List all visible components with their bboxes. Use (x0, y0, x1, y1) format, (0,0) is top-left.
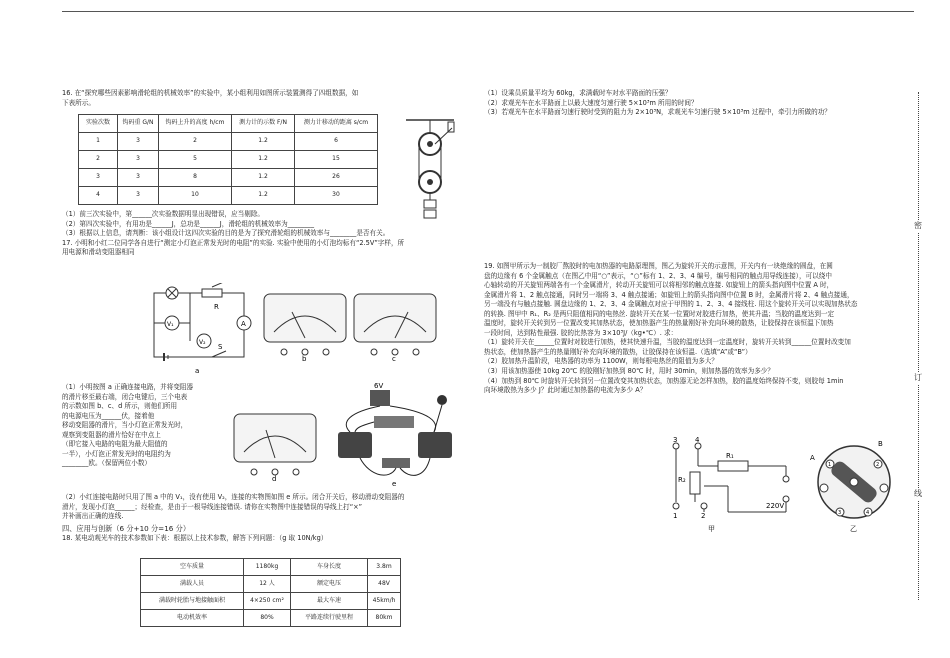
table-cell: 4 (79, 187, 118, 205)
table-cell: 1.2 (232, 151, 295, 169)
terminal-label: 3 (673, 436, 678, 444)
q18-questions (484, 89, 909, 118)
q18-question: （2）求观光车在水平路面上以最大速度匀速行驶 5×10³m 所用的时间？ (484, 98, 698, 107)
terminal-label: 2 (701, 512, 706, 520)
table-cell: 3.8m (368, 559, 401, 576)
binding-char-ding: 订 (911, 372, 925, 384)
table-cell: 48V (368, 576, 401, 593)
table-row (141, 610, 401, 627)
binding-char-mi: 密 (911, 220, 925, 232)
table-cell: 3 (79, 169, 118, 187)
caption-yi: 乙 (850, 525, 857, 533)
q17-sub1-line: （1）小明按图 a 正确连接电路，并将变阻器 (62, 383, 194, 391)
table-cell: 45km/h (368, 593, 401, 610)
table-cell: 3 (118, 187, 159, 205)
question-19 (484, 262, 909, 396)
q16-sub-2: （2）第四次实验中，有用功是______J，总功是______J，滑轮组的机械效率为________ (62, 219, 315, 228)
header-cell: 实验次数 (79, 115, 118, 133)
q17-sub-1 (62, 383, 232, 469)
caption-jia: 甲 (708, 525, 715, 533)
q17-sub1-line: 观察到变阻器的滑片恰好在中点上 (62, 430, 161, 439)
r1-label: R₁ (726, 452, 734, 460)
q19-line: 的转换. 图甲中 R₁、R₂ 是两只阻值相同的电热丝. 旋转开关在某一位置时对胶进行加热，使其升温；当胶的温度达到一定 (484, 309, 835, 318)
position-b-label: B (878, 440, 883, 448)
table-cell: 1.2 (232, 187, 295, 205)
q16-sub-1: （1）前三次实验中，第______次实验数据明显出现错误，应当剔除。 (62, 210, 265, 218)
terminal-label: 4 (695, 436, 700, 444)
q19-line: 热状态，使加热器产生的热量刚好补充向环境的散热，让胶保持在该恒温.（选填“A”或“B”） (484, 347, 752, 356)
table-header-row (79, 115, 378, 133)
q17-sub2-line: 并补画出正确的连线. (62, 512, 124, 521)
table-cell: 2 (159, 133, 232, 151)
q19-line: 19. 如图甲所示为一制胶厂熬胶时的电加热器的电路原理图，图乙为旋转开关的示意图，开关内有一块绝缘的圆盘，在圆 (484, 262, 833, 270)
fig-a-label: a (195, 367, 200, 375)
pulley-system-figure (402, 116, 458, 220)
circuit-diagram-a (140, 283, 260, 375)
header-cell: 钩码上升的高度 h/cm (159, 115, 232, 133)
header-cell: 钩码重 G/N (118, 115, 159, 133)
q17-sub1-line: 移动变阻器的滑片，当小灯泡正常发光时， (62, 421, 188, 430)
meter-b (262, 292, 348, 362)
table-cell: 3 (118, 169, 159, 187)
table-row (79, 187, 378, 205)
table-cell: 80km (368, 610, 401, 627)
q16-sub-3: （3）根据以上信息，请判断：该小组设计这四次实验的目的是为了探究滑轮组的机械效率与________是否有关。 (62, 229, 390, 238)
q19-line: （1）旋转开关在______位置时对胶进行加热，使其快速升温，当胶的温度达到一定温度时，旋转开关转到______位置时改变加 (484, 338, 851, 347)
meter-d (232, 412, 318, 482)
ammeter-label: A (241, 320, 246, 328)
q17-line-2: 用电源和滑动变阻器相同 (62, 248, 135, 257)
q19-line: 金属滑片将 1、2 触点接通，同时另一端将 3、4 触点接通；如旋钮上的箭头指向图中位置 B 时，金属滑片将 2、4 触点接通， (484, 290, 854, 299)
wiring-figure-e (330, 382, 458, 488)
binding-char-xian: 线 (911, 488, 925, 500)
q18-spec-table (140, 558, 401, 627)
table-cell: 10 (159, 187, 232, 205)
table-cell: 最大车速 (291, 593, 368, 610)
r2-label: R₂ (678, 476, 686, 484)
table-cell: 额定电压 (291, 576, 368, 593)
contact-label: 4 (866, 510, 870, 516)
table-row (79, 133, 378, 151)
table-cell: 车身长度 (291, 559, 368, 576)
table-cell: 1.2 (232, 169, 295, 187)
table-cell: 30 (295, 187, 378, 205)
q17-sub1-line: 一半），小灯泡正常发光时的电阻约为 (62, 449, 171, 458)
table-cell: 4×250 cm² (244, 593, 291, 610)
battery-label: 6V (374, 382, 384, 390)
fig-c-label: c (392, 355, 396, 362)
table-cell: 15 (295, 151, 378, 169)
table-cell: 6 (295, 133, 378, 151)
table-cell: 3 (118, 151, 159, 169)
binding-line (918, 92, 919, 600)
table-row (141, 593, 401, 610)
table-cell: 12 人 (244, 576, 291, 593)
q17-line-1: 17. 小明和小红二位同学各自进行“测定小灯泡正常发光时的电阻”的实验. 实验中使用的小灯泡均标有“2.5V”字样，所 (62, 238, 405, 247)
q17-sub1-line: 的滑片移至最右端，闭合电键后，三个电表 (62, 392, 188, 401)
q18-intro: 18. 某电动观光车的技术参数如下表：根据以上技术参数，解答下列问题：（g 取 10N/kg） (62, 534, 328, 543)
q17-sub2-line: （2）小红连接电路时只用了图 a 中的 V₁，没有使用 V₂，连接的实物图如图 e 所示。闭合开关后，移动滑动变阻器的 (62, 493, 405, 501)
table-cell: 1.2 (232, 133, 295, 151)
q17-sub1-line: 的示数如图 b、c、d 所示，则他们所用 (62, 402, 178, 411)
voltage-label: 220V (766, 502, 785, 510)
q19-line: （4）加热到 80℃ 时旋转开关转到另一位置改变其加热状态，加热器无论怎样加热，胶的温度始终保持不变，则胶每 1min (484, 376, 844, 385)
table-row (141, 559, 401, 576)
section-4-heading: 四、应用与创新（6 分+10 分=16 分） (62, 523, 191, 533)
table-cell: 1 (79, 133, 118, 151)
q19-line: 一段时间，达到粘性最强. 胶的比热容为 3×10³J/（kg•℃）. 求： (484, 328, 678, 337)
table-cell: 满载时轮胎与地接触面积 (141, 593, 244, 610)
terminal-label: 1 (673, 512, 678, 520)
q19-line: （2）胶加热升温阶段，电热器的功率为 1100W，则每根电热丝的阻值为多大？ (484, 357, 718, 366)
heater-circuit-jia (664, 436, 800, 534)
q17-sub2-line: 滑片，发现小灯泡______；经检查，是由于一根导线连接错误. 请你在实物图中连接错误的导线上打“×” (62, 502, 363, 511)
q18-question: （3）若观光车在水平路面匀速行驶时受到的阻力为 2×10³N，求观光车匀速行驶 5×10³m 过程中，牵引力所做的功？ (484, 108, 831, 117)
table-row (141, 576, 401, 593)
table-cell: 2 (79, 151, 118, 169)
contact-label: 3 (838, 510, 842, 516)
q19-line: 另一端没有与触点接触. 圆盘边缘的 1、2、3、4 金属触点对应于甲图的 1、2、3、4 接线柱. 用这个旋转开关可以实现加热状态 (484, 300, 858, 309)
voltmeter-v1-label: V₁ (167, 321, 174, 328)
meter-c (352, 292, 438, 362)
rotary-switch-yi (806, 436, 902, 534)
switch-label: S (218, 343, 223, 351)
q19-line: 心轴转动的开关旋钮两端各有一个金属滑片，转动开关旋钮可以将相邻的触点连接. 如旋钮上的箭头指向图中位置 A 时， (484, 281, 834, 290)
q18-question: （1）设乘员质量平均为 60kg，求满载时车对水平路面的压强？ (484, 89, 672, 97)
q17-sub1-line: （即它接入电路的电阻为最大阻值的 (62, 440, 168, 449)
table-cell: 空车质量 (141, 559, 244, 576)
q16-data-table (78, 114, 378, 205)
table-cell: 平路连续行驶里程 (291, 610, 368, 627)
header-cell: 测力计的示数 F/N (232, 115, 295, 133)
table-cell: 8 (159, 169, 232, 187)
table-cell: 1180kg (244, 559, 291, 576)
table-row (79, 169, 378, 187)
q17-sub1-line: ________欧。（保留两位小数） (62, 459, 152, 468)
q19-line: 盘的边缘有 6 个金属触点（在图乙中用“○”表示，“○”标有 1、2、3、4 编号，编号相同的触点用导线连接），可以绕中 (484, 271, 832, 280)
question-16 (62, 89, 472, 108)
q16-subquestions (62, 210, 482, 258)
table-cell: 5 (159, 151, 232, 169)
contact-label: 2 (876, 462, 880, 468)
fig-d-label: d (272, 475, 277, 482)
q19-line: 向环境散热为多少 J？此时通过加热器的电流为多少 A？ (484, 386, 647, 395)
q16-line-2: 下表所示。 (62, 98, 95, 107)
q19-line: （3）用该加热器使 10kg 20℃ 的胶刚好加热到 80℃ 时，用时 30min，则加热器的效率为多少？ (484, 367, 774, 376)
table-cell: 电动机效率 (141, 610, 244, 627)
table-cell: 满载人员 (141, 576, 244, 593)
fig-e-label: e (392, 480, 397, 488)
position-a-label: A (810, 454, 815, 462)
resistor-label: R (214, 303, 219, 311)
table-row (79, 151, 378, 169)
table-cell: 3 (118, 133, 159, 151)
top-rule (62, 11, 914, 12)
q19-line: 温度时，旋转开关转到另一位置改变其加热状态，使加热器产生的热量刚好补充向环境的散热，让胶保持在该恒温下加热 (484, 319, 834, 328)
q17-sub1-line: 的电源电压为______伏，接着他 (62, 411, 155, 420)
q17-sub-2 (62, 493, 482, 544)
table-cell: 80% (244, 610, 291, 627)
contact-label: 1 (828, 462, 832, 468)
q16-line-1: 16. 在“探究哪些因素影响滑轮组的机械效率”的实验中，某小组利用如图所示装置测得了四组数据，如 (62, 89, 359, 97)
voltmeter-v2-label: V₂ (199, 339, 206, 346)
fig-b-label: b (302, 355, 307, 362)
table-cell: 26 (295, 169, 378, 187)
header-cell: 测力计移动的距离 s/cm (295, 115, 378, 133)
